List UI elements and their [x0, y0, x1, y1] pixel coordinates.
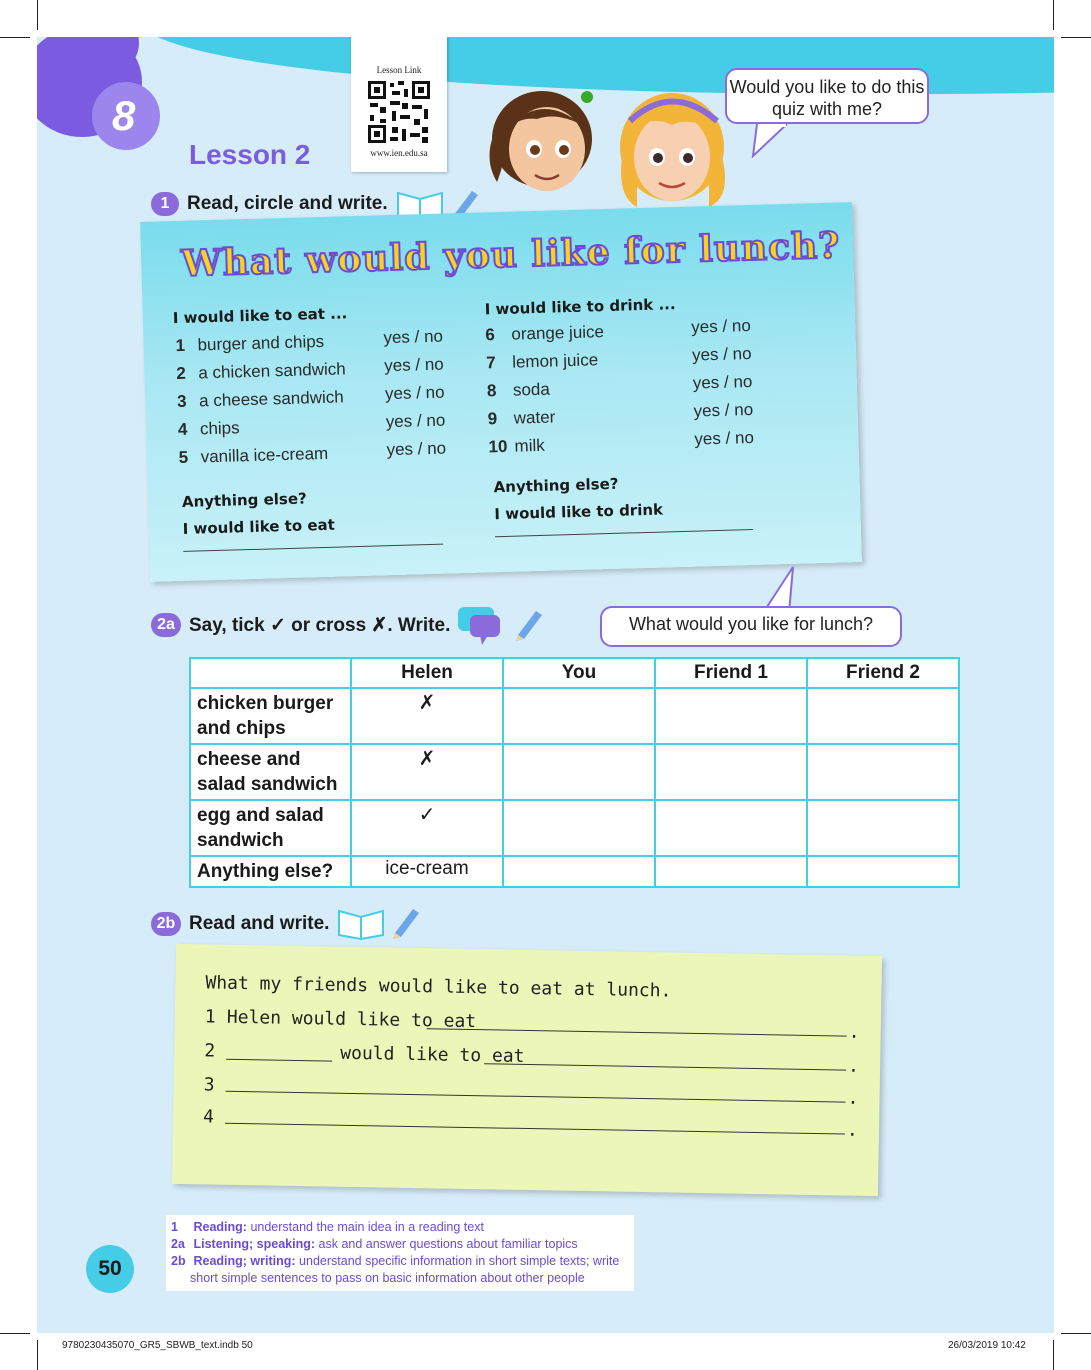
yes-no-choice[interactable]	[692, 344, 752, 366]
objective-skill: Reading; writing:	[193, 1254, 296, 1268]
quiz-item	[488, 436, 545, 458]
objective-item	[171, 1236, 629, 1253]
quiz-item	[486, 350, 599, 373]
yes-no-text[interactable]: yes / no	[383, 354, 445, 376]
objective-number: 2b	[171, 1254, 186, 1268]
anything-else-eat: Anything else?	[181, 489, 307, 511]
line-2-text: would like to eat	[340, 1042, 525, 1067]
objective-skill: Reading:	[193, 1220, 247, 1234]
quiz-item	[175, 332, 324, 356]
line-number: 2	[204, 1040, 216, 1062]
table-header: Helen	[351, 658, 503, 688]
page-number: 50	[86, 1245, 134, 1293]
item-label: orange juice	[511, 322, 605, 344]
crop-mark	[37, 0, 38, 30]
item-label: lemon juice	[511, 350, 599, 372]
table-row	[190, 856, 959, 887]
crop-mark	[0, 37, 30, 38]
eat-answer-line[interactable]	[183, 544, 443, 552]
line-period: .	[846, 1119, 859, 1141]
speech-bubble-text: What would you like for lunch?	[628, 614, 874, 634]
friend2-cell[interactable]	[807, 688, 959, 744]
objective-number: 1	[171, 1220, 178, 1234]
item-label: a chicken sandwich	[198, 359, 346, 383]
answer-line[interactable]	[226, 1091, 846, 1103]
drink-heading: I would like to drink ...	[484, 295, 676, 319]
item-number: 5	[178, 447, 189, 468]
qr-code-icon[interactable]	[366, 79, 432, 145]
answer-line[interactable]	[484, 1063, 846, 1070]
crop-mark	[1061, 37, 1091, 38]
friend2-cell[interactable]	[807, 744, 959, 800]
yes-no-text[interactable]: yes / no	[383, 326, 444, 348]
item-number: 7	[485, 353, 496, 373]
task-badge: 1	[151, 192, 179, 216]
item-number: 3	[176, 391, 187, 412]
task-badge: 2b	[151, 912, 181, 936]
unit-number: 8	[112, 92, 136, 139]
quiz-item	[178, 418, 240, 440]
learning-objectives	[166, 1215, 634, 1291]
objective-number: 2a	[171, 1237, 185, 1251]
print-slug-right: 26/03/2019 10:42	[948, 1340, 1026, 1351]
line-period: .	[847, 1055, 860, 1077]
eat-heading: I would like to eat ...	[172, 304, 348, 328]
table-header-row	[190, 658, 959, 688]
crop-mark	[0, 1333, 30, 1334]
item-label: milk	[514, 435, 545, 456]
table-header: You	[503, 658, 655, 688]
item-label: water	[513, 407, 556, 428]
table-row	[190, 744, 959, 800]
objective-item	[171, 1219, 629, 1236]
table-row	[190, 688, 959, 744]
line-number: 1	[204, 1006, 216, 1028]
table-header: Friend 2	[807, 658, 959, 688]
survey-table	[189, 657, 960, 888]
yes-no-choice[interactable]	[383, 327, 443, 349]
you-cell[interactable]	[503, 856, 655, 887]
task-instruction: Read, circle and write.	[187, 193, 388, 214]
item-label: chips	[199, 418, 240, 439]
speech-bubble-lunch	[600, 606, 902, 647]
friend1-cell[interactable]	[655, 688, 807, 744]
crop-mark	[37, 1340, 38, 1370]
yes-no-text[interactable]: yes / no	[690, 316, 752, 337]
yes-no-choice[interactable]	[386, 411, 446, 433]
objective-skill: Listening; speaking:	[193, 1237, 316, 1251]
speech-bubble-text: Would you like to do this quiz with me?	[729, 77, 925, 119]
item-label: a cheese sandwich	[198, 387, 344, 411]
task-2a-heading	[151, 605, 546, 645]
name-line[interactable]	[226, 1059, 332, 1062]
speech-bubble-tail	[749, 124, 799, 158]
task-2b-heading	[151, 905, 427, 943]
qr-url[interactable]: www.ien.edu.sa	[370, 148, 428, 158]
friend1-cell[interactable]	[655, 744, 807, 800]
line-period: .	[848, 1021, 860, 1043]
anything-else-drink: Anything else?	[493, 474, 619, 497]
quiz-item	[487, 380, 550, 402]
helen-cell: ✓	[351, 800, 503, 856]
yes-no-choice[interactable]	[385, 383, 445, 405]
task-badge: 2a	[151, 613, 181, 637]
quiz-card	[140, 202, 862, 582]
speech-pencil-icon	[456, 605, 546, 645]
objective-text: understand the main idea in a reading text	[250, 1220, 484, 1234]
yes-no-choice[interactable]	[693, 372, 753, 394]
objective-text: ask and answer questions about familiar topics	[318, 1237, 578, 1251]
qr-card[interactable]	[351, 37, 447, 172]
qr-top-caption: Lesson Link	[376, 65, 422, 75]
answer-line[interactable]	[427, 1028, 847, 1036]
objective-item	[171, 1253, 629, 1287]
yes-no-choice[interactable]	[691, 316, 751, 338]
speech-bubble-quiz	[725, 68, 929, 124]
yes-no-text[interactable]: yes / no	[384, 382, 445, 404]
helen-cell: ice-cream	[351, 856, 503, 887]
quiz-item	[177, 387, 344, 412]
eat-prompt: I would like to eat	[182, 515, 336, 538]
writing-note-card	[172, 944, 882, 1196]
friend1-cell[interactable]	[655, 800, 807, 856]
line-number: 3	[203, 1074, 215, 1096]
quiz-item	[487, 407, 555, 429]
line-1-text: Helen would like to eat	[226, 1006, 477, 1033]
yes-no-text[interactable]: yes / no	[694, 427, 755, 449]
book-pencil-icon	[337, 905, 427, 943]
crop-mark	[1053, 0, 1054, 30]
friend2-cell[interactable]	[807, 800, 959, 856]
you-cell[interactable]	[503, 800, 655, 856]
task-instruction: Read and write.	[189, 913, 330, 934]
yes-no-choice[interactable]	[384, 355, 444, 377]
quiz-item	[485, 322, 604, 345]
item-number: 1	[175, 335, 186, 356]
row-label: cheese and salad sandwich	[190, 744, 351, 800]
item-label: burger and chips	[197, 331, 325, 355]
friend1-cell[interactable]	[655, 856, 807, 887]
task-instruction: Say, tick ✓ or cross ✗. Write.	[189, 614, 451, 636]
drink-prompt: I would like to drink	[494, 500, 664, 524]
yes-no-text[interactable]: yes / no	[385, 410, 446, 432]
friend2-cell[interactable]	[807, 856, 959, 887]
helen-cell: ✗	[351, 744, 503, 800]
line-number: 4	[202, 1106, 215, 1128]
drink-answer-line[interactable]	[495, 529, 753, 537]
yes-no-text[interactable]: yes / no	[693, 399, 754, 421]
print-slug-left: 9780230435070_GR5_SBWB_text.indb 50	[62, 1340, 253, 1351]
item-number: 10	[488, 436, 508, 457]
row-label: egg and salad sandwich	[190, 800, 351, 856]
crop-mark	[1053, 1340, 1054, 1370]
yes-no-text[interactable]: yes / no	[691, 343, 752, 365]
table-header: Friend 1	[655, 658, 807, 688]
item-label: soda	[512, 379, 551, 400]
item-label: vanilla ice-cream	[200, 443, 329, 467]
quiz-title: What would you like for lunch?	[180, 224, 841, 285]
you-cell[interactable]	[503, 744, 655, 800]
quiz-item	[176, 359, 346, 384]
you-cell[interactable]	[503, 688, 655, 744]
answer-line[interactable]	[225, 1123, 845, 1135]
row-label: chicken burger and chips	[190, 688, 351, 744]
yes-no-text[interactable]: yes / no	[692, 371, 753, 393]
girls-illustration	[487, 87, 747, 212]
item-number: 6	[485, 325, 496, 345]
yes-no-choice[interactable]	[386, 439, 446, 461]
yes-no-text[interactable]: yes / no	[386, 438, 447, 460]
item-number: 8	[486, 381, 497, 401]
workbook-page	[37, 37, 1054, 1333]
item-number: 9	[487, 409, 498, 429]
table-row	[190, 800, 959, 856]
table-header	[190, 658, 351, 688]
objective-text: understand specific information in short simple texts; write short simple sentences to pass on basic information about other people	[190, 1254, 620, 1285]
yes-no-choice[interactable]	[693, 400, 753, 422]
quiz-item	[178, 444, 328, 468]
note-title: What my friends would like to eat at lunch.	[205, 972, 672, 1002]
line-period: .	[847, 1087, 859, 1109]
item-number: 2	[176, 363, 187, 384]
item-number: 4	[177, 419, 188, 440]
crop-mark	[1061, 1333, 1091, 1334]
yes-no-choice[interactable]	[694, 428, 754, 450]
helen-cell: ✗	[351, 688, 503, 744]
lesson-title: Lesson 2	[189, 139, 311, 170]
row-label: Anything else?	[190, 856, 351, 887]
